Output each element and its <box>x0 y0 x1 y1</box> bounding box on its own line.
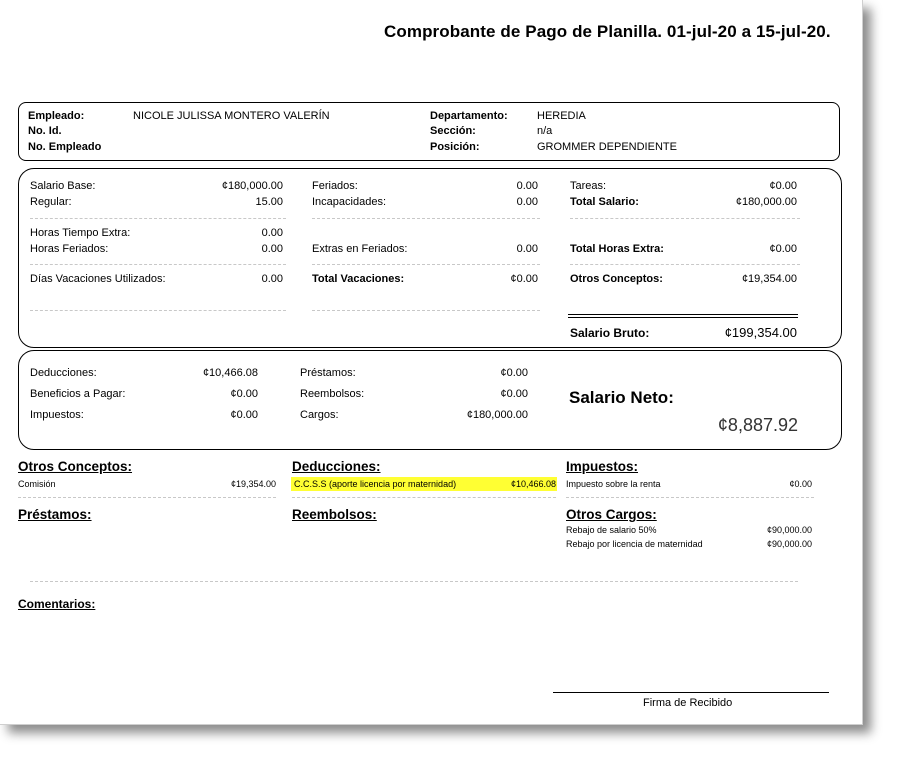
feriados-label: Feriados: <box>312 180 358 192</box>
regular-label: Regular: <box>30 196 72 208</box>
empleado-label: Empleado: <box>28 110 85 122</box>
otros-conceptos-heading: Otros Conceptos: <box>18 459 133 474</box>
bruto-double-rule <box>568 314 798 318</box>
dias-vacaciones-label: Días Vacaciones Utilizados: <box>30 273 166 285</box>
total-vacaciones-value: ¢0.00 <box>510 273 538 285</box>
prestamos-value: ¢0.00 <box>500 367 528 379</box>
empleado-value: NICOLE JULISSA MONTERO VALERÍN <box>133 110 330 122</box>
detail-item-label: Impuesto sobre la renta <box>566 479 661 489</box>
deducciones-value: ¢10,466.08 <box>202 367 258 379</box>
total-salario-value: ¢180,000.00 <box>735 196 797 208</box>
separator <box>570 218 800 219</box>
signature-line <box>553 692 829 693</box>
separator <box>30 264 286 265</box>
otros-conceptos-label: Otros Conceptos: <box>570 273 663 285</box>
separator <box>30 310 286 311</box>
posicion-value: GROMMER DEPENDIENTE <box>537 141 677 153</box>
horas-tiempo-extra-label: Horas Tiempo Extra: <box>30 227 131 239</box>
reembolsos-heading: Reembolsos: <box>292 507 377 522</box>
detail-item-value: ¢10,466.08 <box>510 479 556 489</box>
incapacidades-value: 0.00 <box>516 196 538 208</box>
departamento-label: Departamento: <box>430 110 508 122</box>
extras-feriados-label: Extras en Feriados: <box>312 243 408 255</box>
salario-neto-label: Salario Neto: <box>569 388 674 407</box>
extras-feriados-value: 0.00 <box>516 243 538 255</box>
salario-bruto-label: Salario Bruto: <box>570 326 650 340</box>
separator <box>570 264 800 265</box>
prestamos-label: Préstamos: <box>300 367 356 379</box>
salario-base-value: ¢180,000.00 <box>221 180 283 192</box>
deducciones-label: Deducciones: <box>30 367 97 379</box>
detail-item-label: Rebajo por licencia de maternidad <box>566 539 703 549</box>
otros-cargos-heading: Otros Cargos: <box>566 507 657 522</box>
feriados-value: 0.00 <box>516 180 538 192</box>
firma-label: Firma de Recibido <box>643 697 733 709</box>
detail-item-value: ¢0.00 <box>789 479 812 489</box>
total-horas-extra-label: Total Horas Extra: <box>570 243 664 255</box>
total-horas-extra-value: ¢0.00 <box>769 243 797 255</box>
separator <box>566 497 814 498</box>
separator <box>312 264 540 265</box>
no-empleado-label: No. Empleado <box>28 141 102 153</box>
cargos-label: Cargos: <box>300 409 339 421</box>
no-id-label: No. Id. <box>28 125 62 137</box>
seccion-label: Sección: <box>430 125 476 137</box>
salario-bruto-value: ¢199,354.00 <box>724 325 797 340</box>
detail-item-value: ¢90,000.00 <box>766 539 812 549</box>
detail-item-label: Comisión <box>18 479 56 489</box>
separator <box>292 497 556 498</box>
deducciones-heading: Deducciones: <box>292 459 381 474</box>
cargos-value: ¢180,000.00 <box>466 409 528 421</box>
separator <box>18 497 276 498</box>
posicion-label: Posición: <box>430 141 480 153</box>
detail-item-label: Rebajo de salario 50% <box>566 525 657 535</box>
detail-item-value: ¢19,354.00 <box>230 479 276 489</box>
otros-conceptos-value: ¢19,354.00 <box>741 273 797 285</box>
regular-value: 15.00 <box>255 196 283 208</box>
tareas-value: ¢0.00 <box>769 180 797 192</box>
comentarios-heading: Comentarios: <box>18 597 96 611</box>
horas-feriados-value: 0.00 <box>261 243 283 255</box>
earnings-box <box>18 168 842 348</box>
salario-neto-value: ¢8,887.92 <box>717 415 798 435</box>
impuestos-label: Impuestos: <box>30 409 84 421</box>
separator <box>30 218 286 219</box>
departamento-value: HEREDIA <box>537 110 586 122</box>
reembolsos-label: Reembolsos: <box>300 388 365 400</box>
salario-base-label: Salario Base: <box>30 180 96 192</box>
separator <box>312 218 540 219</box>
detail-item-value: ¢90,000.00 <box>766 525 812 535</box>
dias-vacaciones-value: 0.00 <box>261 273 283 285</box>
seccion-value: n/a <box>537 125 553 137</box>
separator <box>312 310 540 311</box>
detail-item-label: C.C.S.S (aporte licencia por maternidad) <box>294 479 457 489</box>
impuestos-value: ¢0.00 <box>230 409 258 421</box>
beneficios-label: Beneficios a Pagar: <box>30 388 126 400</box>
impuestos-heading: Impuestos: <box>566 459 639 474</box>
total-salario-label: Total Salario: <box>570 196 639 208</box>
horas-tiempo-extra-value: 0.00 <box>261 227 283 239</box>
tareas-label: Tareas: <box>570 180 607 192</box>
separator <box>30 581 798 582</box>
incapacidades-label: Incapacidades: <box>312 196 386 208</box>
horas-feriados-label: Horas Feriados: <box>30 243 109 255</box>
reembolsos-value: ¢0.00 <box>500 388 528 400</box>
beneficios-value: ¢0.00 <box>230 388 258 400</box>
prestamos-heading: Préstamos: <box>18 507 92 522</box>
page-title: Comprobante de Pago de Planilla. 01-jul-20 a 15-jul-20. <box>384 22 831 41</box>
total-vacaciones-label: Total Vacaciones: <box>312 273 405 285</box>
